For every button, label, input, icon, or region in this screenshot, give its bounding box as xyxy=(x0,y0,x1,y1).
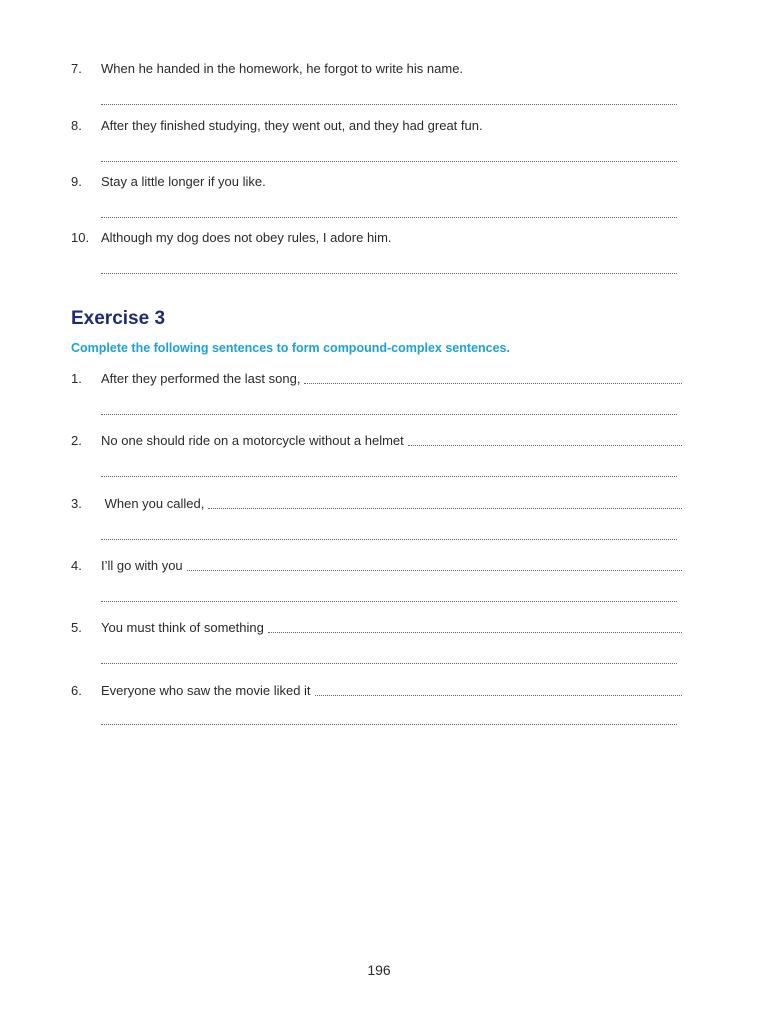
exercise-title: Exercise 3 xyxy=(71,308,166,329)
question-item xyxy=(71,230,682,246)
completion-line[interactable] xyxy=(408,444,682,446)
answer-line[interactable] xyxy=(101,272,677,274)
question-number: 3. xyxy=(71,496,82,511)
question-text: After they performed the last song, xyxy=(101,371,301,386)
question-text: Although my dog does not obey rules, I adore him. xyxy=(101,230,392,245)
question-number: 5. xyxy=(71,620,82,635)
exercise-instruction: Complete the following sentences to form compound-complex sentences. xyxy=(71,341,510,355)
question-item xyxy=(71,118,682,134)
question-item xyxy=(71,433,682,449)
answer-line[interactable] xyxy=(101,475,677,477)
answer-line[interactable] xyxy=(101,160,677,162)
answer-line[interactable] xyxy=(101,723,677,725)
question-number: 8. xyxy=(71,118,82,133)
question-text: When he handed in the homework, he forgot to write his name. xyxy=(101,61,464,76)
question-item xyxy=(71,558,682,574)
question-text: Everyone who saw the movie liked it xyxy=(101,683,311,698)
question-number: 2. xyxy=(71,433,82,448)
completion-line[interactable] xyxy=(187,569,682,571)
completion-line[interactable] xyxy=(208,507,682,509)
question-number: 7. xyxy=(71,61,82,76)
question-text: You must think of something xyxy=(101,620,264,635)
question-item xyxy=(71,620,682,636)
answer-line[interactable] xyxy=(101,413,677,415)
answer-line[interactable] xyxy=(101,662,677,664)
answer-line[interactable] xyxy=(101,600,677,602)
answer-line[interactable] xyxy=(101,216,677,218)
question-item xyxy=(71,683,682,699)
question-text: No one should ride on a motorcycle without a helmet xyxy=(101,433,404,448)
question-item xyxy=(71,61,682,77)
question-number: 1. xyxy=(71,371,82,386)
question-number: 4. xyxy=(71,558,82,573)
question-number: 6. xyxy=(71,683,82,698)
question-text: After they finished studying, they went out, and they had great fun. xyxy=(101,118,483,133)
question-number: 9. xyxy=(71,174,82,189)
completion-line[interactable] xyxy=(268,631,682,633)
question-item xyxy=(71,174,682,190)
question-item xyxy=(71,371,682,387)
answer-line[interactable] xyxy=(101,538,677,540)
question-text: I’ll go with you xyxy=(101,558,183,573)
page-number: 196 xyxy=(367,962,391,978)
completion-line[interactable] xyxy=(304,382,682,384)
question-item xyxy=(71,496,682,512)
question-text: Stay a little longer if you like. xyxy=(101,174,266,189)
answer-line[interactable] xyxy=(101,103,677,105)
question-number: 10. xyxy=(71,230,90,245)
question-text: When you called, xyxy=(101,496,205,511)
completion-line[interactable] xyxy=(315,694,682,696)
